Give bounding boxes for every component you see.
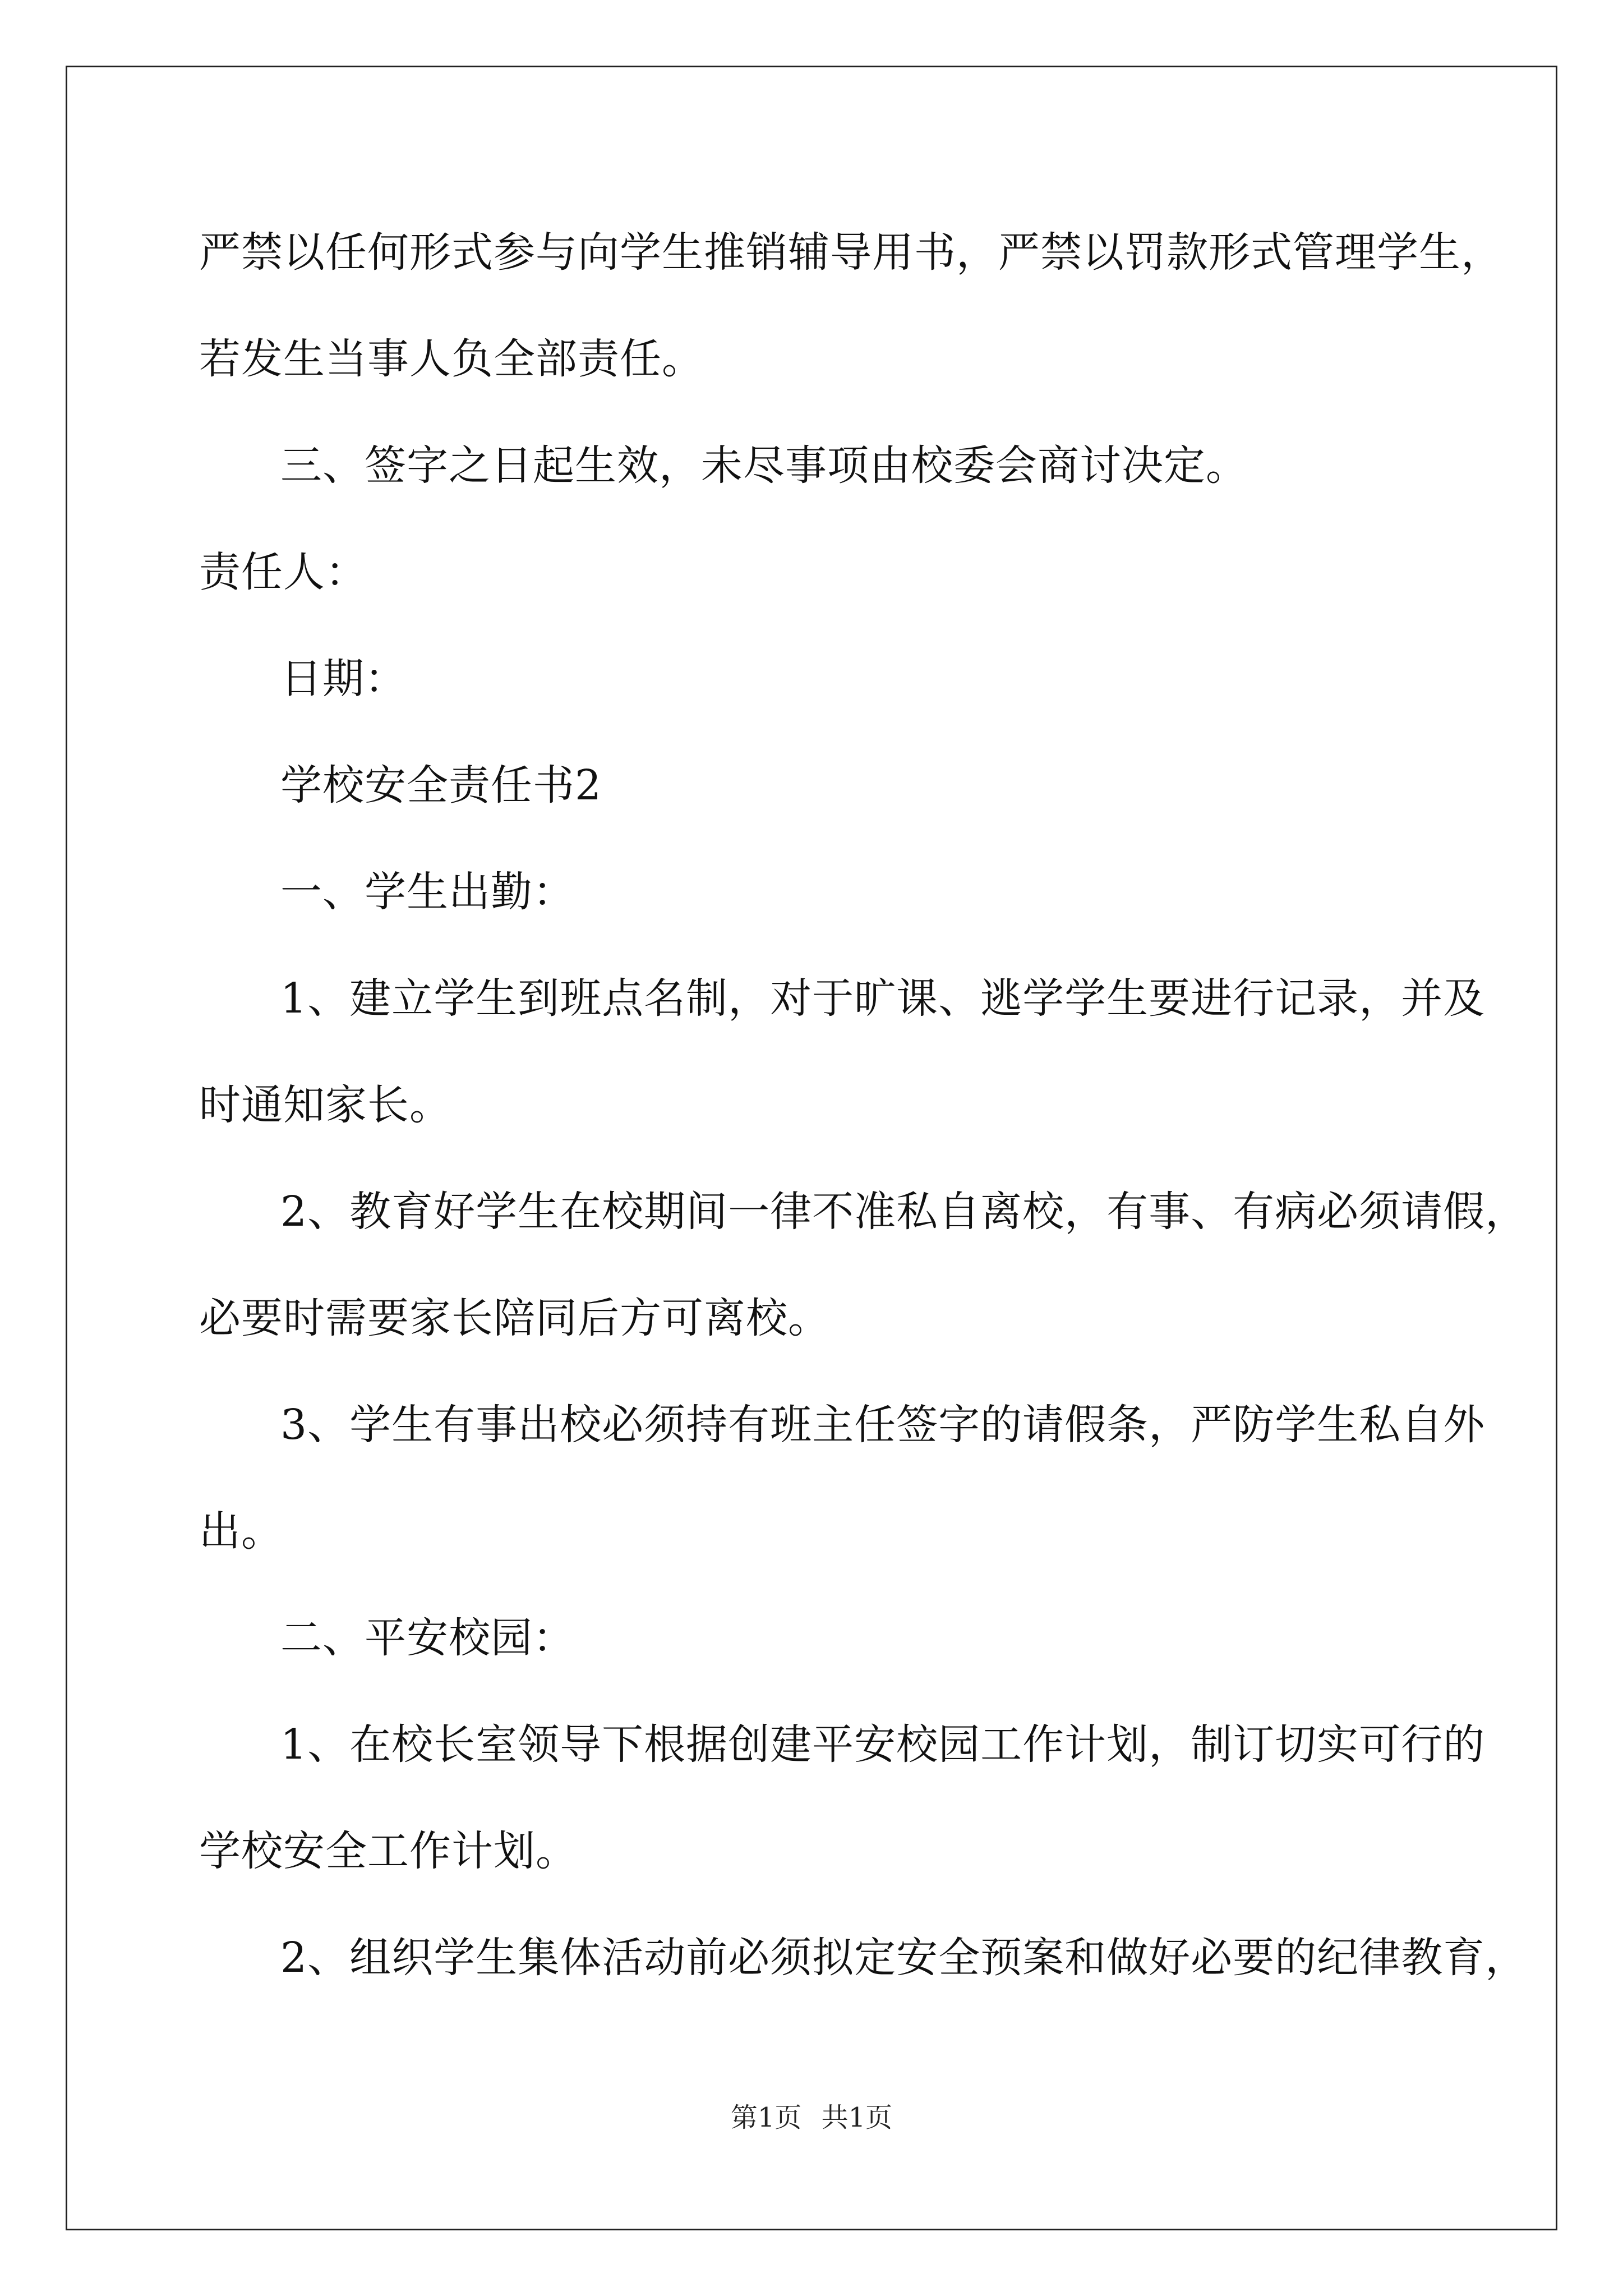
text-line: 严禁以任何形式参与向学生推销辅导用书，严禁以罚款形式管理学生， [199, 228, 1503, 277]
page-number-total: 共1页 [821, 2102, 893, 2133]
page-footer [0, 2101, 1623, 2134]
text-line: 2、组织学生集体活动前必须拟定安全预案和做好必要的纪律教育， [280, 1934, 1528, 1982]
page-frame [66, 66, 1557, 2230]
section-heading: 二、平安校园： [280, 1614, 575, 1662]
text-line: 三、签字之日起生效，未尽事项由校委会商讨决定。 [280, 441, 1248, 490]
text-line: 3、学生有事出校必须持有班主任签字的请假条，严防学生私自外 [280, 1401, 1486, 1449]
signer-label: 责任人： [199, 548, 367, 596]
page-number-current: 第1页 [730, 2102, 802, 2133]
section-title: 学校安全责任书2 [280, 761, 602, 809]
text-line: 1、在校长室领导下根据创建平安校园工作计划，制订切实可行的 [280, 1720, 1486, 1769]
section-heading: 一、学生出勤： [280, 868, 575, 916]
text-line: 2、教育好学生在校期间一律不准私自离校，有事、有病必须请假， [280, 1188, 1528, 1236]
text-line: 学校安全工作计划。 [199, 1827, 578, 1875]
text-line: 若发生当事人负全部责任。 [199, 335, 704, 383]
text-line: 必要时需要家长陪同后方可离校。 [199, 1294, 830, 1342]
text-line: 1、建立学生到班点名制，对于旷课、逃学学生要进行记录，并及 [280, 974, 1486, 1023]
text-line: 时通知家长。 [199, 1081, 451, 1129]
date-label: 日期： [280, 655, 407, 703]
text-line: 出。 [199, 1507, 283, 1556]
